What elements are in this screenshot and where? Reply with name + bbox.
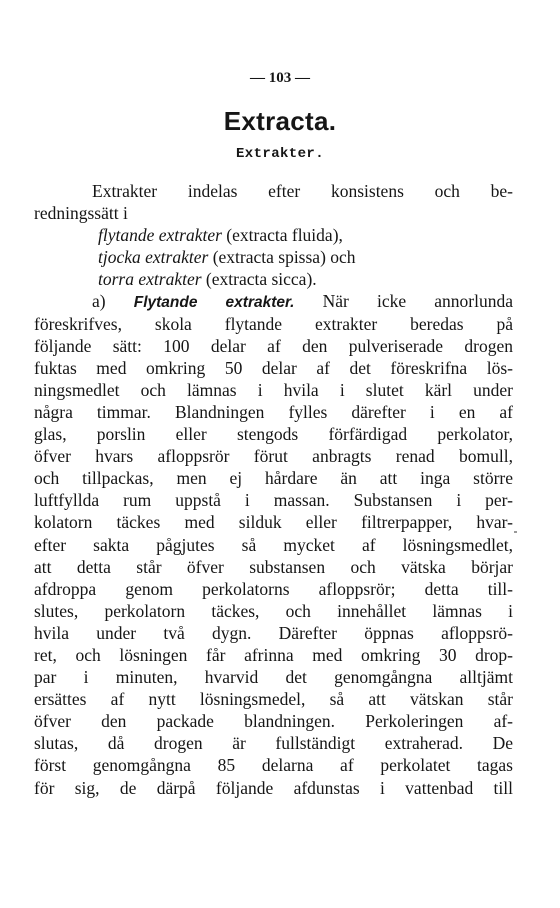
paragraph-line: ret, och lösningen får afrinna med omkring 30 drop- <box>34 644 513 665</box>
paragraph-line: glas, porslin eller stengods förfärdigad perkolator, <box>34 424 513 445</box>
list-latin: (extracta spissa) och <box>208 247 356 268</box>
list-item <box>34 224 513 246</box>
intro-line: Extrakter indelas efter konsistens och be- <box>92 181 513 201</box>
paragraph-line: hvila under två dygn. Därefter öppnas afloppsrö- <box>34 622 513 643</box>
paragraph-line: öfver hvars afloppsrör förut anbragts renad bomull, <box>34 446 513 467</box>
paragraph-heading: Flytande extrakter. <box>133 294 295 312</box>
body-text <box>34 180 513 799</box>
section-title: Extracta. <box>223 106 337 136</box>
paragraph-prefix: a) <box>92 291 106 312</box>
list-term: torra extrakter <box>98 269 202 290</box>
list-latin: (extracta fluida), <box>221 225 343 246</box>
paragraph-line: slutes, perkolatorn täckes, och innehållet lämnas i <box>34 600 513 621</box>
paragraph-line: att detta står öfver substansen och vätska börjar <box>34 556 513 577</box>
paragraph-line: slutas, då drogen är fullständigt extraherad. De <box>34 733 513 754</box>
paragraph-line: några timmar. Blandningen fylles därefter i en af <box>34 401 513 422</box>
intro-line: redningssätt i <box>34 203 128 224</box>
margin-speck <box>514 531 517 533</box>
list-term: tjocka extrakter <box>98 247 209 268</box>
paragraph-line: afdroppa genom perkolatorns afloppsrör; detta till- <box>34 578 513 599</box>
paragraph-line: öfver den packade blandningen. Perkoleringen af- <box>34 711 513 732</box>
list-latin: (extracta sicca). <box>201 269 317 290</box>
paragraph-line: efter sakta pågjutes så mycket af lösningsmedlet, <box>34 534 513 555</box>
paragraph-line: följande sätt: 100 delar af den pulveriserade drogen <box>34 335 513 356</box>
paragraph-first-rest: När icke annorlunda <box>322 291 514 312</box>
paragraph-line: föreskrifves, skola flytande extrakter beredas på <box>34 313 513 334</box>
paragraph-line: par i minuten, hvarvid det genomgångna alltjämt <box>34 667 513 688</box>
paragraph-a-first-line <box>34 290 513 312</box>
page-number: — 103 — <box>250 70 310 86</box>
paragraph-line: luftfyllda rum uppstå i massan. Substansen i per- <box>34 490 513 511</box>
paragraph-line: fuktas med omkring 50 delar af det föreskrifna lös- <box>34 357 513 378</box>
paragraph-line: för sig, de därpå följande afdunstas i vattenbad till <box>34 777 513 798</box>
paragraph-line: ningsmedlet och lämnas i hvila i slutet kärl under <box>34 379 513 400</box>
list-term: flytande extrakter <box>98 225 222 246</box>
paragraph-line: först genomgångna 85 delarna af perkolatet tagas <box>34 755 513 776</box>
paragraph-line: ersättes af nytt lösningsmedel, så att vätskan står <box>34 689 513 710</box>
section-subtitle: Extrakter. <box>235 146 324 162</box>
paragraph-line: kolatorn täckes med silduk eller filtrerpapper, hvar- <box>34 512 513 533</box>
paragraph-line: och tillpackas, men ej hårdare än att inga större <box>34 468 513 489</box>
list-item <box>34 268 513 290</box>
list-item <box>34 246 513 268</box>
